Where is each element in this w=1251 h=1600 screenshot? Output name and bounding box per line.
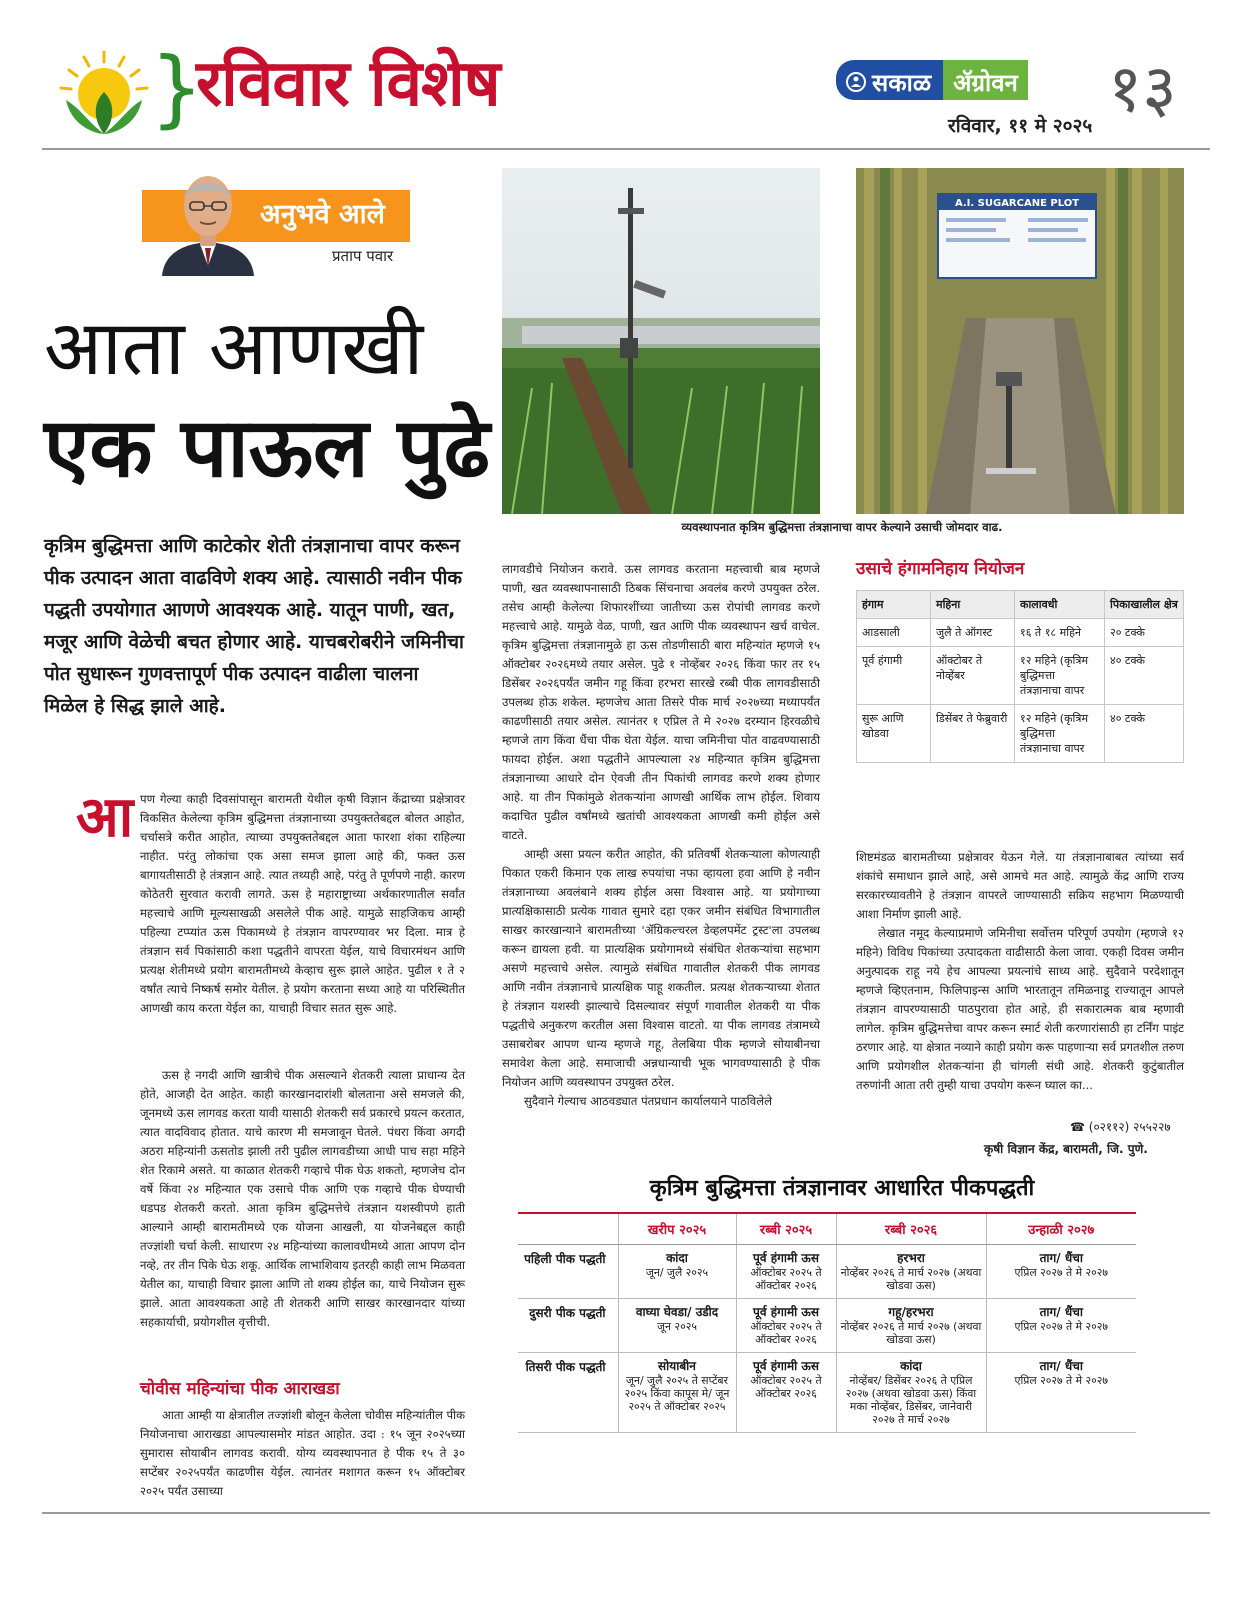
- table-cell: [986, 1353, 1136, 1433]
- table-header-cell: हंगाम: [857, 591, 931, 619]
- crop-table-title: कृत्रिम बुद्धिमत्ता तंत्रज्ञानावर आधारित पीकपद्धती: [649, 1176, 1035, 1201]
- table-row: [518, 1299, 1136, 1353]
- crop-period: नोव्हेंबर २०२६ ते मार्च २०२७ (अथवा खोडवा ऊस): [840, 1266, 982, 1292]
- crop-name: पूर्व हंगामी ऊस: [753, 1251, 819, 1265]
- article-column-1b: [140, 1066, 465, 1332]
- article-column-1: [140, 790, 465, 1018]
- table-cell: १२ महिने (कृत्रिम बुद्धिमत्ता तंत्रज्ञानाचा वापर: [1015, 647, 1105, 705]
- table-row: [518, 1245, 1136, 1299]
- crop-name: पूर्व हंगामी ऊस: [753, 1359, 819, 1373]
- sun-leaf-logo-icon: [58, 48, 150, 138]
- table-cell: ऑक्टोबर ते नोव्हेंबर: [931, 647, 1015, 705]
- article-paragraph: लेखात नमूद केल्याप्रमाणे जमिनीचा सर्वोत्तम परिपूर्ण उपयोग (म्हणजे १२ महिने) विविध पिकांच्या उत्पादकता वाढीसाठी केला जावा. एकही दिवस जमीन अनुत्पादक राहू नये हेच आपल्या प्रयत्नांचे साध्य आहे. सुदैवाने परदेशातून म्हणजे व्हिएतनाम, फिलिपाइन्स आणि भारतातून तमिळनाडू राज्यातून आपले तंत्रज्ञान वापरण्यासाठी पाठपुरावा होत आहे, ही सकारात्मक बाब म्हणावी लागेल. कृत्रिम बुद्धिमत्तेचा वापर करून स्मार्ट शेती करणारांसाठी हा टर्निंग पाइंट ठरणार आहे. या क्षेत्रात नव्याने काही प्रयोग करू पाहणाऱ्या सर्व प्रगतशील तरुण आणि प्रयोगशील शेतकऱ्यांना ही चांगली संधी आहे. शेतकरी कुटुंबातील तरुणांनी आता तरी तुम्ही याचा उपयोग करून घ्याल का...: [856, 926, 1184, 1092]
- table-header-cell: रब्बी २०२५: [736, 1213, 836, 1245]
- headline-line-1: आता आणखी: [44, 303, 424, 392]
- table-row: [518, 1353, 1136, 1433]
- table-header-cell: पिकाखालील क्षेत्र: [1105, 591, 1184, 619]
- table-header-cell: महिना: [931, 591, 1015, 619]
- crop-name: पूर्व हंगामी ऊस: [753, 1305, 819, 1319]
- article-paragraph: आम्ही असा प्रयत्न करीत आहोत, की प्रतिवर्षी शेतकऱ्याला कोणत्याही पिकात एकरी किमान एक लाख रुपयांचा नफा व्हायला हवा आणि हे नवीन तंत्रज्ञानाच्या अवलंबाने शक्य होईल असा विश्वास आहे. या प्रयोगाच्या प्रात्यक्षिकासाठी प्रत्येक गावात सुमारे दहा एकर जमीन संबंधित विभागातील साखर कारखान्याने बारामतीच्या 'ॲग्रिकल्चरल डेव्हलपमेंट ट्रस्ट'ला उपलब्ध करून द्यायला हवी. या प्रात्यक्षिक प्रयोगामध्ये संबंधित शेतकऱ्यांचा सहभाग असणे महत्त्वाचे असेल. त्यामुळे संबंधित गावातील शेतकरी पीक लागवड आणि नवीन तंत्रज्ञानाचे प्रात्यक्षिक पाहू शकतील. प्रत्यक्ष शेतकऱ्याच्या शेतात हे तंत्रज्ञान यशस्वी झाल्याचे दिसल्यावर संपूर्ण गावातील शेतकरी या पीक पद्धतीचे अनुकरण करतील असा विश्वास वाटतो. या पीक लागवड तंत्रामध्ये उसाबरोबर आपण धान्य म्हणजे गहू, तेलबिया पीक म्हणजे सोयाबीनचा समावेश केला आहे. समाजाची अन्नधान्याची भूक भागवण्यासाठी हे पीक नियोजन आणि व्यवस्थापन उपयुक्त ठरेल.: [502, 847, 820, 1089]
- crop-name: ताग/ धैंचा: [1039, 1305, 1083, 1319]
- author-name: प्रताप पवार: [332, 247, 394, 265]
- table-row: [857, 619, 1184, 647]
- table-header-cell: रब्बी २०२६: [836, 1213, 986, 1245]
- table-header-cell: [518, 1213, 618, 1245]
- article-paragraph: ऊस हे नगदी आणि खात्रीचे पीक असल्याने शेतकरी त्याला प्राधान्य देत होते, आजही देत आहेत. काही कारखानदारांशी बोलताना असे समजले की, जूनमध्ये ऊस लागवड करता यावी यासाठी शेतकरी सर्व प्रकारचे प्रयत्न करतात, त्यात वादविवाद होतात. याचे कारण मी समजावून घेतले. पंधरा किंवा अगदी अठरा महिन्यांनी ऊसतोड झाली तरी पुढील लागवडीच्या आधी पाच सहा महिने शेत रिकामे असते. या काळात शेतकरी गव्हाचे पीक घेऊ शकतो, म्हणजेच दोन वर्षे किंवा २४ महिन्यात एक उसाचे पीक आणि एक गव्हाचे पीक घेण्याची धडपड शेतकरी करतो. आता कृत्रिम बुद्धिमत्तेचे तंत्रज्ञान यशस्वीपणे हाती आल्याने आम्ही बारामतीमध्ये एक योजना आखली, या योजनेबद्दल काही तज्ज्ञांशी चर्चा केली. साधारण २४ महिन्यांच्या कालावधीमध्ये आता आपण दोन नव्हे, तर तीन पिके घेऊ शकू. आर्थिक लाभाशिवाय इतरही काही लाभ मिळवता येतील का, याचाही विचार झाला आणि तो शक्य होईल का, याचे नियोजन सुरू झाले. आता आवश्यकता आहे ती शेतकरी आणि साखर कारखानदार यांच्या सहकार्याची, प्रयोगशील वृत्तीची.: [140, 1068, 465, 1329]
- crop-period: नोव्हेंबर/ डिसेंबर २०२६ ते एप्रिल २०२७ (अथवा खोडवा ऊस) किंवा मका नोव्हेंबर, डिसेंबर, जानेवारी २०२७ ते मार्च २०२७: [845, 1374, 977, 1426]
- crop-period: एप्रिल २०२७ ते मे २०२७: [1014, 1266, 1108, 1279]
- table-header-cell: उन्हाळी २०२७: [986, 1213, 1136, 1245]
- table-cell: १२ महिने (कृत्रिम बुद्धिमत्ता तंत्रज्ञानाचा वापर: [1015, 705, 1105, 763]
- table-cell: [836, 1353, 986, 1433]
- crop-name: ताग/ धैंचा: [1039, 1359, 1083, 1373]
- table-cell: आडसाली: [857, 619, 931, 647]
- table-row: [857, 705, 1184, 763]
- article-paragraph: शिष्टमंडळ बारामतीच्या प्रक्षेत्रावर येऊन गेले. या तंत्रज्ञानाबाबत त्यांच्या सर्व शंकांचे समाधान झाले आहे, असे आमचे मत आहे. त्यामुळे केंद्र आणि राज्य सरकारच्यावतीने हे तंत्रज्ञान वापरले जाण्यासाठी सक्रिय सहभाग मिळण्याची आशा निर्माण झाली आहे.: [856, 850, 1184, 921]
- article-subhead: चोवीस महिन्यांचा पीक आराखडा: [140, 1379, 340, 1399]
- footer-divider: [42, 1512, 1210, 1514]
- crop-period: ऑक्टोबर २०२५ ते ऑक्टोबर २०२६: [750, 1266, 822, 1292]
- table-header-row: [518, 1213, 1136, 1245]
- table-cell: [836, 1299, 986, 1353]
- crop-name: ताग/ धैंचा: [1039, 1251, 1083, 1265]
- crop-period: जून/ जुलै २०२५ ते सप्टेंबर २०२५ किंवा कापूस मे/ जून २०२५ ते ऑक्टोबर २०२५: [624, 1374, 730, 1413]
- crop-name: कांदा: [666, 1251, 688, 1265]
- crop-period: ऑक्टोबर २०२५ ते ऑक्टोबर २०२६: [750, 1374, 822, 1400]
- crop-period: जून २०२५: [657, 1320, 697, 1333]
- table-cell: [736, 1245, 836, 1299]
- crop-period: जून/ जुलै २०२५: [645, 1266, 709, 1279]
- article-paragraph: सुदैवाने गेल्याच आठवड्यात पंतप्रधान कार्यालयाने पाठविलेले: [524, 1094, 772, 1108]
- table-cell: पूर्व हंगामी: [857, 647, 931, 705]
- crop-name: गहू/हरभरा: [888, 1305, 934, 1319]
- table-cell: [618, 1245, 736, 1299]
- table-cell: [736, 1299, 836, 1353]
- table-cell: ४० टक्के: [1105, 705, 1184, 763]
- weather-station-field-photo: [502, 168, 820, 514]
- column-badge: [142, 168, 410, 276]
- intro-text: कृत्रिम बुद्धिमत्ता आणि काटेकोर शेती तंत्रज्ञानाचा वापर करून पीक उत्पादन आता वाढविणे शक्य आहे. त्यासाठी नवीन पीक पद्धती उपयोगात आणणे आवश्यक आहे. यातून पाणी, खत, मजूर आणि वेळेची बचत होणार आहे. याचबरोबरीने जमिनीचा पोत सुधारून गुणवत्तापूर्ण पीक उत्पादन वाढीला चालना मिळेल हे सिद्ध झाले आहे.: [44, 535, 464, 717]
- article-paragraph: आता आम्ही या क्षेत्रातील तज्ज्ञांशी बोलून केलेला चोवीस महिन्यांतील पीक नियोजनाचा आराखडा आपल्यासमोर मांडत आहोत. उदा : १५ जून २०२५च्या सुमारास सोयाबीन लागवड करावी. योग्य व्यवस्थापनात हे पीक १५ ते ३० सप्टेंबर २०२५पर्यंत काढणीस येईल. त्यानंतर मशागत करून १५ ऑक्टोबर २०२५ पर्यंत उसाच्या: [140, 1408, 466, 1498]
- brand-sakal: [836, 60, 943, 100]
- photo-caption: व्यवस्थापनात कृत्रिम बुद्धिमत्ता तंत्रज्ञानाचा वापर केल्याने उसाची जोमदार वाढ.: [681, 520, 1003, 534]
- ai-sugarcane-plot-photo: [856, 168, 1184, 514]
- crop-period: एप्रिल २०२७ ते मे २०२७: [1014, 1320, 1108, 1333]
- phone-icon: ☎: [1070, 1120, 1089, 1134]
- table-header-cell: खरीप २०२५: [618, 1213, 736, 1245]
- brand-sakal-label: सकाळ: [872, 68, 932, 97]
- table-cell: डिसेंबर ते फेब्रुवारी: [931, 705, 1015, 763]
- crop-period: नोव्हेंबर २०२६ ते मार्च २०२७ (अथवा खोडवा ऊस): [840, 1320, 982, 1346]
- header-brace: }: [150, 39, 204, 137]
- table-header-row: [857, 591, 1184, 619]
- article-paragraph: पण गेल्या काही दिवसांपासून बारामती येथील कृषी विज्ञान केंद्राच्या प्रक्षेत्रावर विकसित केलेल्या कृत्रिम बुद्धिमत्ता तंत्रज्ञानाच्या उपयुक्ततेबद्दल बोलत आहोत, चर्चासत्रे करीत आहोत, त्याच्या उपयुक्ततेबद्दल आता फारशा शंका राहिल्या नाहीत. परंतु लोकांचा एक असा समज झाला आहे की, फक्त ऊस बागायतीसाठी हे तंत्रज्ञान आहे. त्यात तथ्यही आहे, परंतु ते पूर्णपणे नाही. कारण कोठेतरी सुरवात करावी लागते. ऊस हे महाराष्ट्राच्या अर्थकारणातील सर्वांत महत्त्वाचे आणि मूल्यसाखळी असलेले पीक आहे. यामुळे साहजिकच आम्ही पहिल्या टप्प्यांत ऊस पिकामध्ये हे तंत्रज्ञान वापरण्यावर भर दिला. मात्र हे तंत्रज्ञान सर्व पिकांसाठी कशा पद्धतीने वापरता येईल, याचे विचारमंथन आणि प्रत्यक्ष शेतीमध्ये प्रयोग बारामतीमध्ये केव्हाच सुरू झाले आहेत. पुढील १ ते २ वर्षांत त्याचे निष्कर्ष समोर येतील. हे प्रयोग करताना सध्या आहे या परिस्थितीत आणखी काय करता येईल का, याचाही विचार सतत सुरू आहे.: [140, 792, 465, 1015]
- crop-name: कांदा: [900, 1359, 922, 1373]
- row-label: पहिली पीक पद्धती: [518, 1245, 618, 1299]
- crop-period: ऑक्टोबर २०२५ ते ऑक्टोबर २०२६: [750, 1320, 822, 1346]
- table-cell: १६ ते १८ महिने: [1015, 619, 1105, 647]
- table-cell: सुरू आणि खोडवा: [857, 705, 931, 763]
- table-cell: [736, 1353, 836, 1433]
- brand-agrowon: ॲग्रोवन: [943, 60, 1028, 100]
- crop-name: सोयाबीन: [658, 1359, 696, 1373]
- article-column-1c: [140, 1406, 465, 1501]
- article-column-2: [502, 560, 820, 1111]
- crop-pattern-table: [518, 1212, 1136, 1433]
- crop-name: हरभरा: [897, 1251, 925, 1265]
- table-cell: जुलै ते ऑगस्ट: [931, 619, 1015, 647]
- table-cell: [986, 1299, 1136, 1353]
- row-label: तिसरी पीक पद्धती: [518, 1353, 618, 1433]
- table-cell: [618, 1299, 736, 1353]
- phone-number: (०२११२) २५५२२७: [1088, 1120, 1171, 1134]
- table-cell: [836, 1245, 986, 1299]
- plot-sign-text: A.I. SUGARCANE PLOT: [954, 198, 1080, 209]
- table-row: [857, 647, 1184, 705]
- page-number: १३: [1108, 50, 1177, 127]
- section-title: रविवार विशेष: [196, 47, 500, 121]
- article-column-3: [856, 848, 1184, 1095]
- crop-name: वाघ्या घेवडा/ उडीद: [635, 1305, 719, 1319]
- column-name: अनुभवे आले: [260, 199, 385, 230]
- crop-period: एप्रिल २०२७ ते मे २०२७: [1014, 1374, 1108, 1387]
- season-table: [856, 590, 1184, 763]
- issue-date: रविवार, ११ मे २०२५: [948, 115, 1093, 137]
- season-table-title: उसाचे हंगामनिहाय नियोजन: [856, 559, 1025, 579]
- sakal-emblem-icon: [846, 72, 866, 92]
- author-affiliation: कृषी विज्ञान केंद्र, बारामती, जि. पुणे.: [984, 1142, 1148, 1156]
- contact-phone: [1070, 1118, 1171, 1135]
- article-paragraph: लागवडीचे नियोजन करावे. ऊस लागवड करताना महत्त्वाची बाब म्हणजे पाणी, खत व्यवस्थापनासाठी ठिबक सिंचनाचा अवलंब करणे उपयुक्त ठरेल. तसेच आम्ही केलेल्या शिफारशींच्या जातीच्या ऊस रोपांची लागवड करणे महत्त्वाचे आहे. यामुळे वेळ, पाणी, खत आणि पीक व्यवस्थापन खर्च वाचेल. कृत्रिम बुद्धिमत्ता तंत्रज्ञानामुळे हा ऊस तोडणीसाठी बारा महिन्यांत म्हणजे १५ ऑक्टोबर २०२६मध्ये तयार असेल. पुढे १ नोव्हेंबर २०२६ किंवा फार तर १५ डिसेंबर २०२६पर्यंत जमीन गहू किंवा हरभरा सारखे रब्बी पीक लागवडीसाठी उपलब्ध होऊ शकेल. म्हणजेच आता तिसरे पीक मार्च २०२७च्या मध्यापर्यंत काढणीसाठी तयार असेल. त्यानंतर १ एप्रिल ते मे २०२७ दरम्यान हिरवळीचे म्हणजे ताग किंवा धैंचा पीक घेता येईल. याचा जमिनीचा पोत वाढवण्यासाठी फायदा होईल. अशा पद्धतीने आपल्याला २४ महिन्यात कृत्रिम बुद्धिमत्ता तंत्रज्ञानाच्या आधारे दोन ऐवजी तीन पिकांची लागवड करणे शक्य होणार आहे. या तीन पिकांमुळे शेतकऱ्यांना आणखी आर्थिक लाभ होईल. शिवाय कदाचित पुढील वर्षांमध्ये खतांची आवश्यकता आणखी कमी होईल असे वाटते.: [502, 562, 820, 842]
- table-header-cell: कालावधी: [1015, 591, 1105, 619]
- table-cell: [986, 1245, 1136, 1299]
- header-divider: [42, 148, 1210, 150]
- row-label: दुसरी पीक पद्धती: [518, 1299, 618, 1353]
- brand-logo: [836, 60, 1100, 100]
- table-cell: ४० टक्के: [1105, 647, 1184, 705]
- headline-line-2: एक पाऊल पुढे: [44, 401, 490, 496]
- author-photo: [156, 168, 260, 276]
- drop-cap: आ: [76, 785, 134, 850]
- table-cell: [618, 1353, 736, 1433]
- table-cell: २० टक्के: [1105, 619, 1184, 647]
